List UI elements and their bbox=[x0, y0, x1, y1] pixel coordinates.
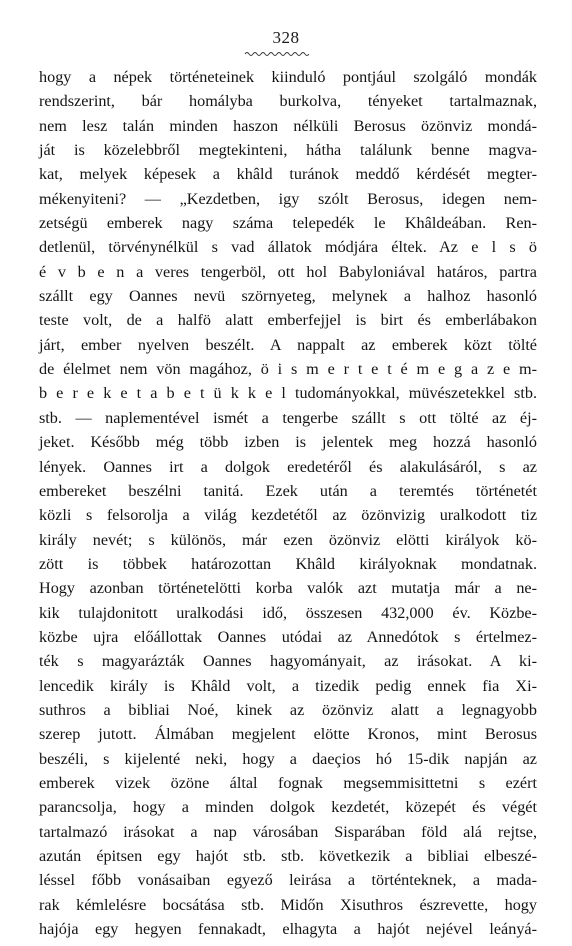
text-line: jeket. Később még több izben is jelentek meg hozzá hasonló bbox=[39, 433, 537, 452]
body-text bbox=[39, 65, 537, 941]
text-line: suthros a bibliai Noé, kinek az özönviz alatt a legnagyobb bbox=[39, 700, 537, 719]
text-line: emberek vizek özöne által fognak megsemmisittetni s ezért bbox=[39, 773, 537, 792]
text-line: lények. Oannes irt a dolgok eredetéről és alakulásáról, s az bbox=[39, 457, 537, 476]
text-line: beszéli, s kijelenté neki, hogy a daeçios hó 15-dik napján az bbox=[39, 749, 537, 768]
text-line: hajója egy hegyen fennakadt, elhagyta a hajót nejével leányá- bbox=[39, 920, 537, 939]
text-line: király nevét; s különös, már ezen özönviz elötti királyok kö- bbox=[39, 530, 537, 549]
text-line: nem lesz talán minden haszon nélküli Berosus özönviz mondá- bbox=[39, 116, 537, 135]
text-line: tartalmazó irásokat a nap városában Sisparában föld alá rejtse, bbox=[39, 822, 537, 841]
text-line: parancsolja, hogy a minden dolgok kezdetét, közepét és végét bbox=[39, 798, 537, 817]
text-line: rendszerint, bár homályba burkolva, tényeket tartalmaznak, bbox=[39, 92, 537, 111]
text-line: szerep jutott. Álmában megjelent elötte Kronos, mint Berosus bbox=[39, 725, 537, 744]
text-line: teste volt, de a halfö alatt emberfejjel is birt és emberlábakon bbox=[39, 311, 537, 330]
text-line: járt, ember nyelven beszélt. A nappalt az emberek közt tölté bbox=[39, 335, 537, 354]
page-number-ornament bbox=[243, 50, 313, 58]
text-line: é v b e n a veres tengerböl, ott hol Babyloniával határos, partra bbox=[39, 262, 537, 281]
text-line: zött is többek határozottan Khâld királyoknak mondatnak. bbox=[39, 554, 537, 573]
text-line: rak kémlelésre bocsátása stb. Midőn Xisuthros észrevette, hogy bbox=[39, 895, 537, 914]
text-line: mékenyiteni? — „Kezdetben, igy szólt Berosus, idegen nem- bbox=[39, 189, 537, 208]
text-line: b e r e k e t a b e t ü k k e l tudományokkal, müvészetekkel stb. bbox=[39, 384, 537, 403]
text-line: Hogy azonban történetelötti korba valók azt mutatja már a ne- bbox=[39, 579, 537, 598]
text-line: közbe ujra előállottak Oannes utódai az Annedótok s értelmez- bbox=[39, 627, 537, 646]
text-line: léssel főbb vonásaiban egyező leirása a történteknek, a mada- bbox=[39, 871, 537, 890]
text-line: kat, melyek képesek a khâld turánok meddő kérdését megter- bbox=[39, 165, 537, 184]
page-number: 328 bbox=[272, 28, 300, 47]
text-line: azután épitsen egy hajót stb. stb. következik a bibliai elbeszé- bbox=[39, 847, 537, 865]
text-line: ték s magyarázták Oannes hagyományait, az irásokat. A ki- bbox=[39, 652, 537, 671]
text-line: lencedik király is Khâld volt, a tizedik pedig ennek fia Xi- bbox=[39, 676, 537, 695]
text-line: detlenül, törvénynélkül s vad állatok módjára éltek. Az e l s ö bbox=[39, 238, 537, 257]
text-line: szállt egy Oannes nevü szörnyeteg, melynek a halhoz hasonló bbox=[39, 287, 537, 306]
text-line: de élelmet nem vön magához, ö i s m e r t e t é m e g a z e m- bbox=[39, 360, 537, 379]
text-line: zetségü emberek nagy száma telepedék le Khâldeában. Ren- bbox=[39, 214, 537, 233]
text-line: ját is közelebbről megtekinteni, hátha találunk benne magva- bbox=[39, 141, 537, 160]
text-line: stb. — naplementével ismét a tengerbe szállt s ott tölté az éj- bbox=[39, 408, 537, 427]
text-line: kik tulajdonitott uralkodási idő, összesen 432,000 év. Közbe- bbox=[39, 603, 537, 622]
text-line: embereket beszélni tanitá. Ezek után a teremtés történetét bbox=[39, 481, 537, 500]
text-line: hogy a népek történeteinek kiinduló pontjául szolgáló mondák bbox=[39, 68, 537, 86]
text-line: közli s felsorolja a világ kezdetétől az özönvizig uralkodott tiz bbox=[39, 506, 537, 525]
